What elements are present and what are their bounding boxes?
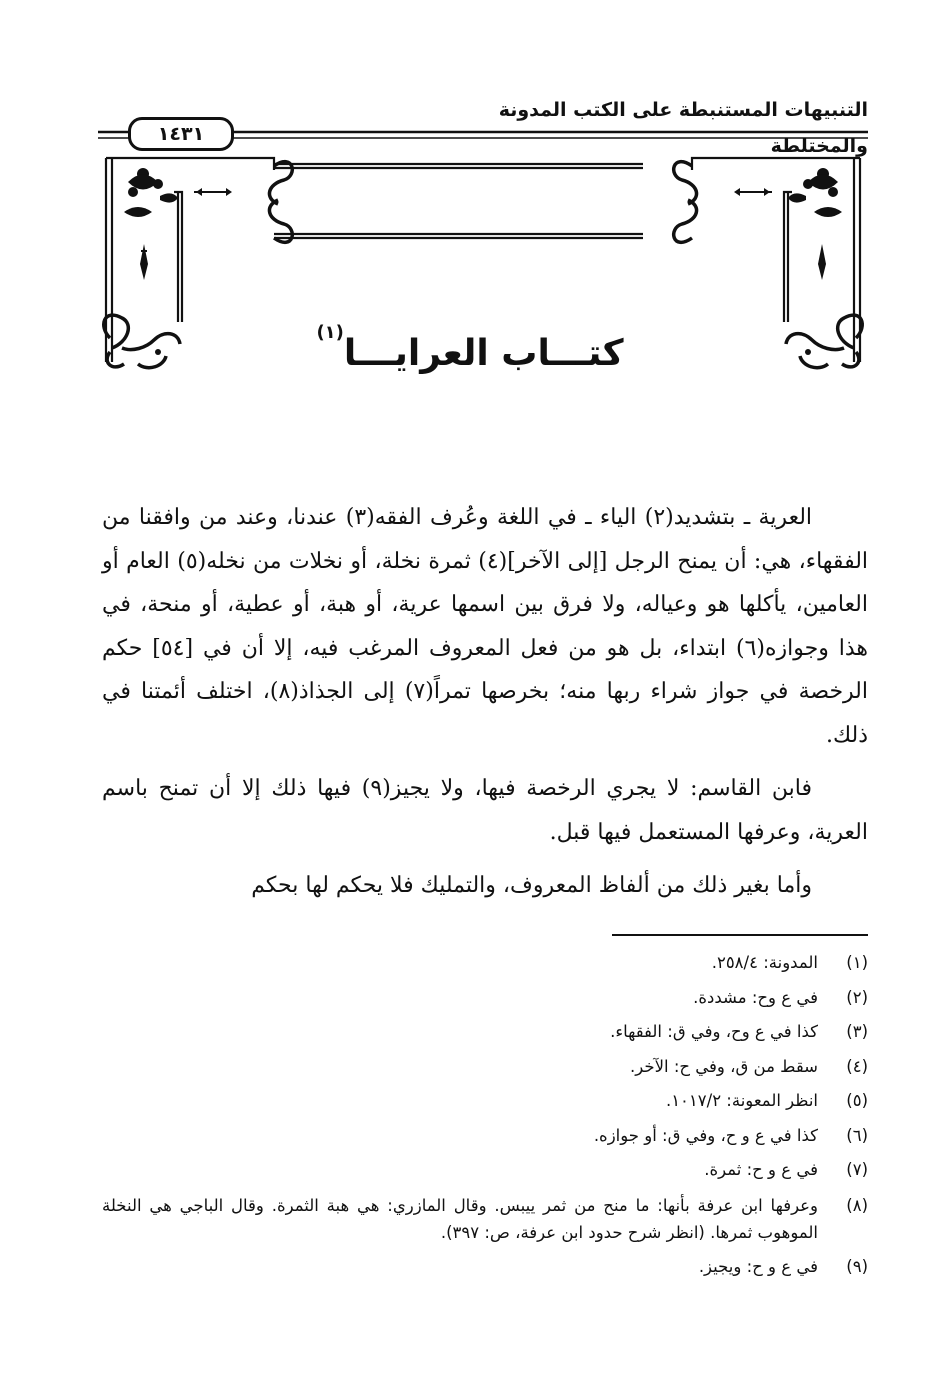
footnote xyxy=(102,1250,868,1285)
footnote xyxy=(102,1119,868,1154)
body-text xyxy=(102,496,868,918)
footnote-text: المدونة: ٢٥٨/٤. xyxy=(711,953,818,972)
footnote-number: (٩) xyxy=(846,1256,868,1276)
paragraph: فابن القاسم: لا يجري الرخصة فيها، ولا يجيز(٩) فيها ذلك إلا أن تمنح باسم العرية، وعرفها المستعمل فيها قبل. xyxy=(102,776,868,845)
footnote-separator xyxy=(612,934,868,936)
footnote-text: كذا في ع وح، وفي ق: الفقهاء. xyxy=(610,1022,818,1041)
page-number: ١٤٣١ xyxy=(128,117,234,151)
chapter-title xyxy=(300,324,640,384)
footnote xyxy=(102,1188,868,1250)
footnote-text: انظر المعونة: ١٠١٧/٢. xyxy=(665,1091,818,1110)
chapter-note-ref: (١) xyxy=(316,322,344,343)
footnote xyxy=(102,1153,868,1188)
footnote xyxy=(102,1050,868,1085)
footnote-text: في ع و ح: ويجيز. xyxy=(698,1256,818,1276)
footnote-number: (٣) xyxy=(846,1022,868,1041)
footnote xyxy=(102,946,868,981)
footnote-number: (٢) xyxy=(846,987,868,1007)
footnote-number: (٧) xyxy=(846,1160,868,1179)
footnote-text: في ع و ح: ثمرة. xyxy=(704,1160,818,1179)
footnote-text: وعرفها ابن عرفة بأنها: ما منح من ثمر ييبس. وقال المازري: هي هبة الثمرة. وقال الباجي هي النخلة الموهوب ثمرها. (انظر شرح حدود ابن عرفة، ص: ٣٩٧). xyxy=(102,1195,818,1242)
footnote xyxy=(102,981,868,1016)
footnote-number: (٨) xyxy=(846,1195,868,1215)
running-head: التنبيهات المستنبطة على الكتب المدونة والمختلطة xyxy=(498,99,868,157)
footnote-text: سقط من ق، وفي ح: الآخر. xyxy=(630,1056,818,1076)
footnote-number: (١) xyxy=(846,953,868,972)
paragraph: العرية ـ بتشديد(٢) الياء ـ في اللغة وعُرف الفقه(٣) عندنا، وعند من وافقنا من الفقهاء، هي: أن يمنح الرجل [إلى الآخر](٤) ثمرة نخلة، أو نخلات من نخله(٥) العام أو العامين، يأكلها هو وعياله، ولا فرق بين اسمها عرية، أو هبة، أو عطية، أو منحة، في هذا وجوازه(٦) ابتداء، بل هو من فعل المعروف المرغب فيه، إلا أن في [٥٤] حكم الرخصة في جواز شراء ربها منه؛ بخرصها تمراً(٧) إلى الجذاذ(٨)، اختلف أئمتنا في ذلك. xyxy=(102,505,869,748)
footnotes xyxy=(102,946,868,1284)
paragraph: وأما بغير ذلك من ألفاظ المعروف، والتمليك فلا يحكم لها بحكم xyxy=(251,873,812,898)
footnote xyxy=(102,1084,868,1119)
chapter-title-text: كتـــاب العرايـــا xyxy=(343,333,624,374)
footnote-number: (٥) xyxy=(846,1091,868,1110)
footnote-number: (٤) xyxy=(846,1056,868,1076)
footnote-text: في ع وح: مشددة. xyxy=(693,987,818,1007)
footnote-text: كذا في ع و ح، وفي ق: أو جوازه. xyxy=(593,1125,818,1145)
footnote xyxy=(102,1015,868,1050)
footnote-number: (٦) xyxy=(846,1125,868,1145)
